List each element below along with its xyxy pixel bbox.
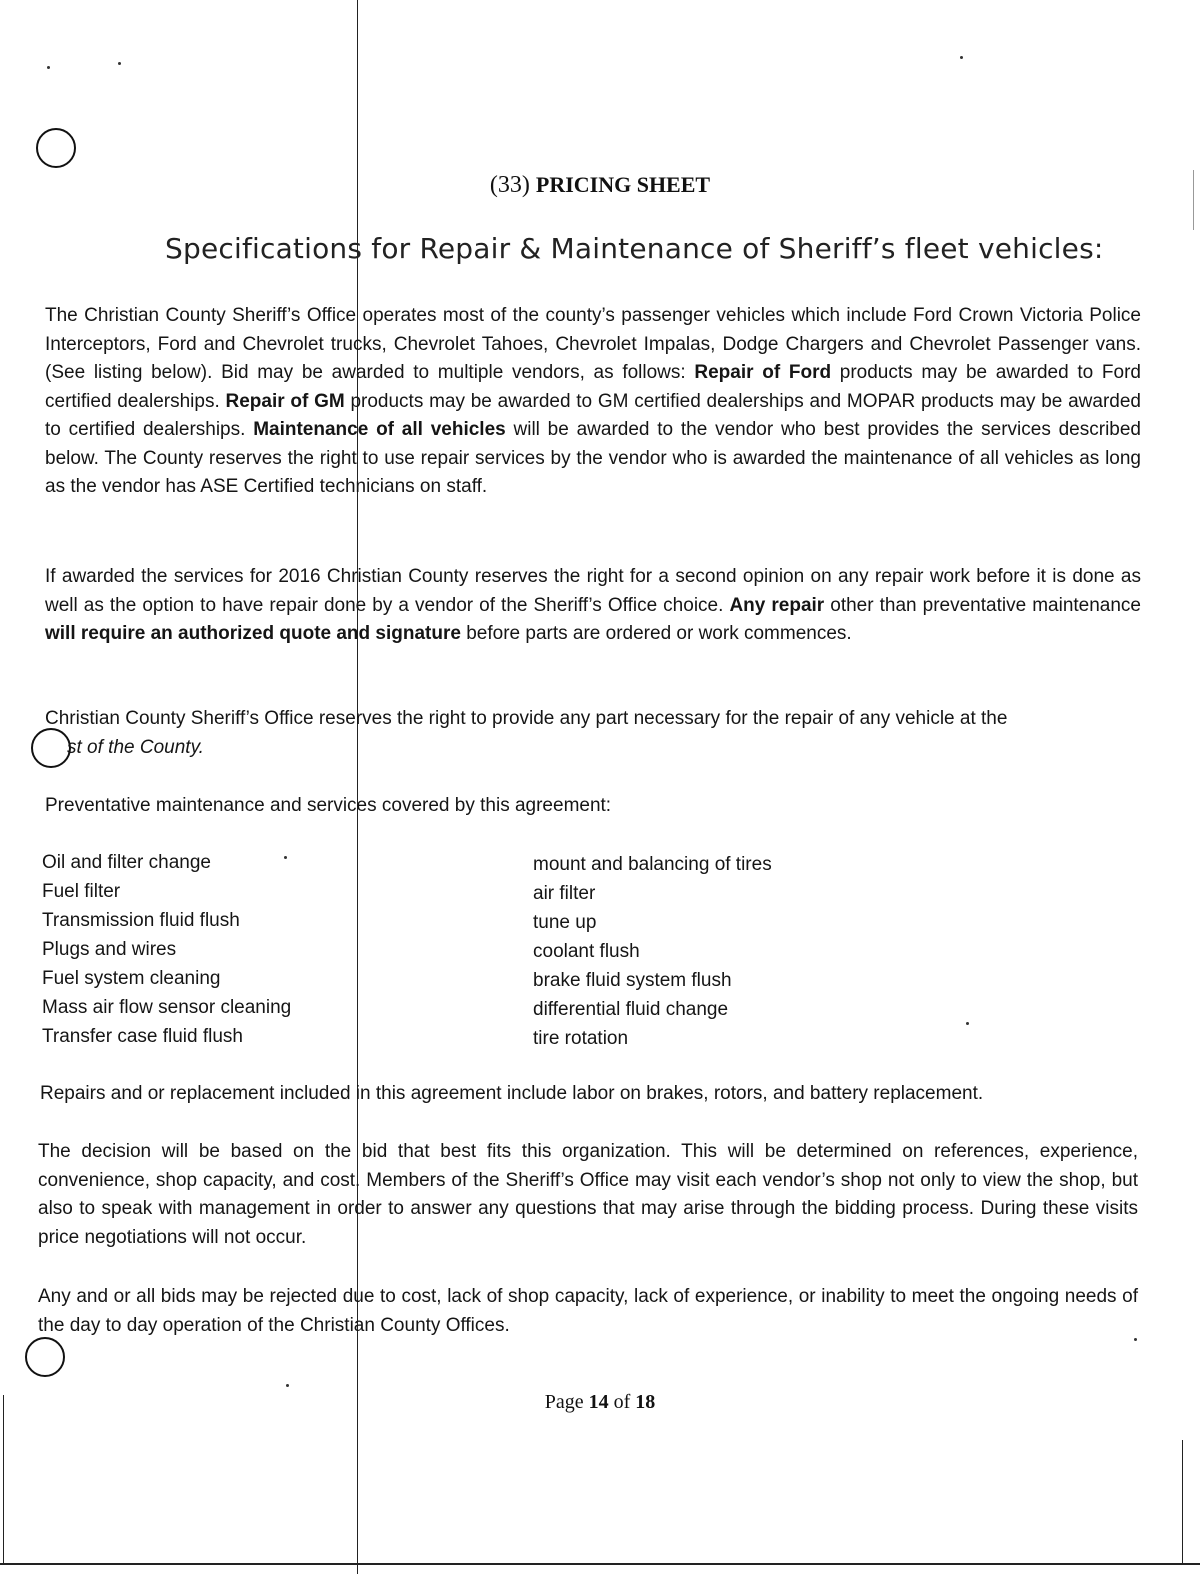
second-opinion-paragraph: [45, 563, 1141, 649]
page-label: Page: [544, 1391, 584, 1413]
text-run: products may be awarded to Ford certified dealerships.: [45, 362, 1141, 412]
page-number: [0, 1391, 1200, 1414]
list-item: Transfer case fluid flush: [42, 1026, 243, 1047]
text-run: If awarded the services for 2016 Christian County reserves the right for a second opinion on any repair work before it is done as well as the option to have repair done by a vendor of the Sheriff’s Office choice.: [45, 566, 1141, 616]
list-item: Mass air flow sensor cleaning: [42, 997, 292, 1018]
text-run: products may be awarded to GM certified dealerships and MOPAR products may be awarded to certified dealerships.: [45, 390, 1141, 440]
scan-speck: [966, 1022, 969, 1025]
text-run: st of the County.: [67, 736, 204, 758]
list-item: air filter: [533, 883, 596, 904]
scan-speck: [286, 1384, 289, 1387]
section-number: (33): [489, 172, 530, 198]
text-run: other than preventative maintenance: [824, 594, 1141, 616]
punch-hole-top: [36, 128, 76, 168]
scan-left-edge: [3, 1395, 4, 1565]
list-item: differential fluid change: [533, 999, 729, 1020]
scan-bottom-edge: [0, 1563, 1200, 1565]
scan-right-edge: [1182, 1440, 1183, 1565]
text-run: Christian County Sheriff’s Office reserves the right to provide any part necessary for the repair of any vehicle at the: [45, 708, 1008, 729]
page-title: [0, 172, 1200, 199]
bold-text-run: Maintenance of all vehicles: [253, 419, 506, 440]
current-page: 14: [588, 1391, 609, 1413]
total-pages: 18: [635, 1391, 656, 1413]
services-intro: Preventative maintenance and services covered by this agreement:: [45, 795, 612, 816]
list-item: Oil and filter change: [42, 852, 211, 873]
intro-paragraph: [45, 302, 1141, 502]
rejection-paragraph: Any and or all bids may be rejected due to cost, lack of shop capacity, lack of experience, or inability to meet the ongoing needs of the day to day operation of the Christian County Offices.: [38, 1286, 1138, 1336]
list-item: Transmission fluid flush: [42, 910, 240, 931]
bold-text-run: Repair of GM: [225, 390, 345, 412]
list-item: tune up: [533, 912, 597, 933]
text-run: The Christian County Sheriff’s Office operates most of the county’s passenger vehicles which include Ford Crown Victoria Police Interceptors, Ford and Chevrolet trucks, Chevrolet Tahoes, Chevrolet Impalas, Dodge Chargers and Chevrolet Passenger vans. (See listing below). Bid may be awarded to multiple vendors, as follows:: [45, 305, 1141, 383]
bold-text-run: will require an authorized quote and signature: [45, 623, 461, 644]
scan-speck: [47, 66, 50, 69]
list-item: Fuel system cleaning: [42, 968, 221, 989]
services-list-left: [42, 848, 291, 1051]
bold-text-run: Any repair: [729, 594, 825, 616]
scan-speck: [960, 56, 963, 59]
punch-hole-bottom: [25, 1337, 65, 1377]
specifications-heading: Specifications for Repair & Maintenance of Sheriff’s fleet vehicles:: [165, 232, 1104, 265]
list-item: Fuel filter: [42, 881, 121, 902]
section-title: PRICING SHEET: [535, 172, 711, 197]
parts-paragraph: [45, 705, 1141, 762]
services-list-right: [533, 850, 772, 1053]
of-label: of: [613, 1391, 631, 1413]
scan-speck: [118, 62, 121, 65]
bold-text-run: Repair of Ford: [694, 362, 832, 383]
text-run: will be awarded to the vendor who best provides the services described below. The County reserves the right to use repair services by the vendor who is awarded the maintenance of all vehicles as long as the vendor has ASE Certified technicians on staff.: [45, 419, 1141, 497]
list-item: Plugs and wires: [42, 939, 177, 960]
repairs-paragraph: Repairs and or replacement included in this agreement include labor on brakes, rotors, and battery replacement.: [40, 1083, 984, 1104]
list-item: tire rotation: [533, 1028, 629, 1049]
list-item: coolant flush: [533, 941, 640, 962]
list-item: mount and balancing of tires: [533, 854, 772, 875]
text-run: before parts are ordered or work commences.: [460, 623, 852, 644]
decision-paragraph: The decision will be based on the bid that best fits this organization. This will be determined on references, experience, convenience, shop capacity, and cost. Members of the Sheriff’s Office may visit each vendor’s shop not only to view the shop, but also to speak with management in order to answer any questions that may arise through the bidding process. During these visits price negotiations will not occur.: [38, 1141, 1138, 1248]
list-item: brake fluid system flush: [533, 970, 732, 991]
